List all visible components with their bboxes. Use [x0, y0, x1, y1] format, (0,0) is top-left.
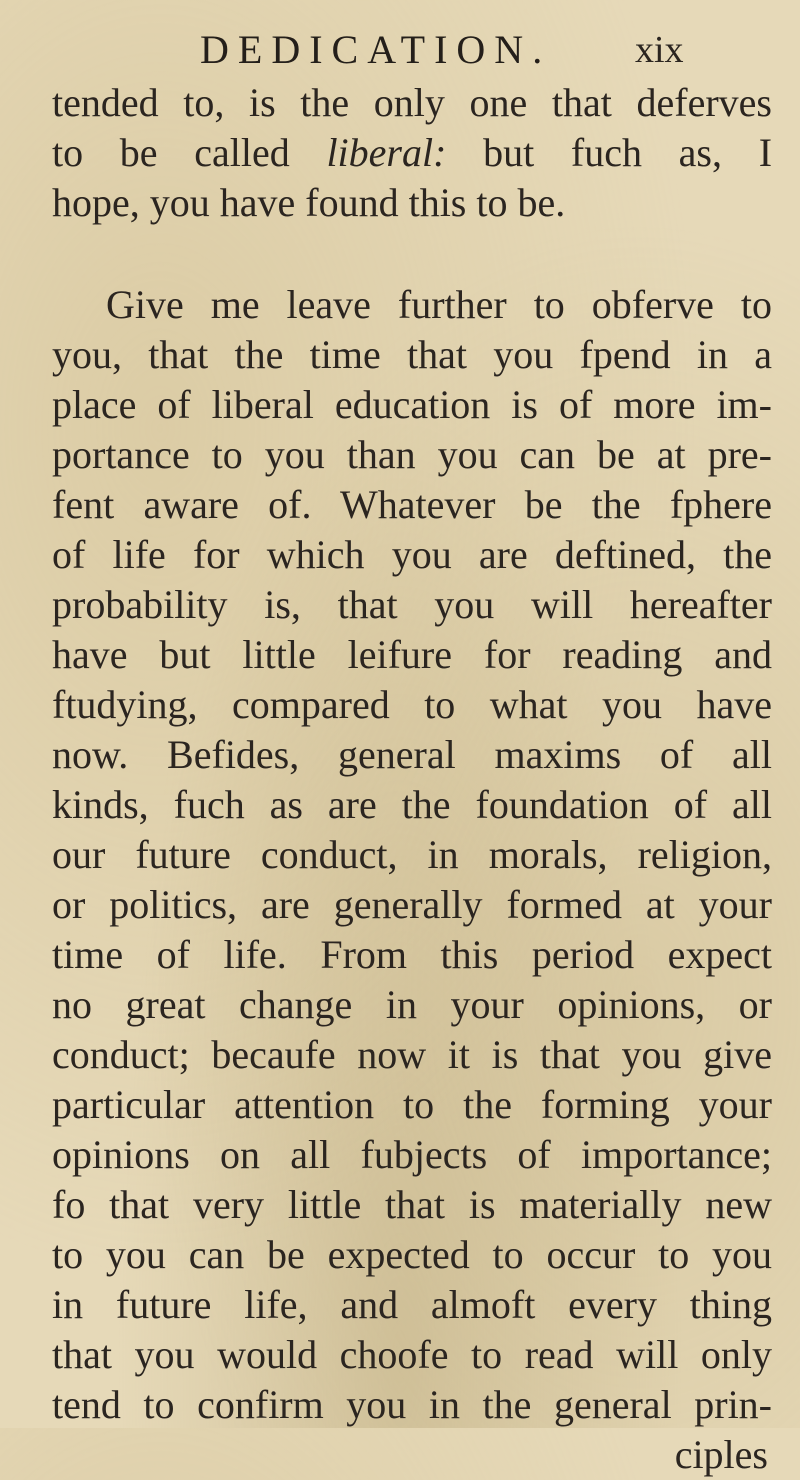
page-number: xix	[635, 29, 684, 71]
text-line: you, that the time that you fpend in a	[52, 332, 772, 377]
text-line: probability is, that you will hereafter	[52, 582, 772, 627]
text-line: time of life. From this period expect	[52, 932, 772, 977]
text-line: kinds, fuch as are the foundation of all	[52, 782, 772, 827]
text-line: in future life, and almoft every thing	[52, 1282, 772, 1327]
text-line: have but little leifure for reading and	[52, 632, 772, 677]
catchword: ciples	[674, 1432, 768, 1477]
text-line: fo that very little that is materially new	[52, 1182, 772, 1227]
text-line-part: to be called	[52, 130, 327, 175]
text-line: opinions on all fubjects of importance;	[52, 1132, 772, 1177]
text-line: particular attention to the forming your	[52, 1082, 772, 1127]
text-line: now. Befides, general maxims of all	[52, 732, 772, 777]
text-line-part: but fuch as, I	[446, 130, 773, 175]
text-line: hope, you have found this to be.	[52, 180, 566, 225]
text-line: place of liberal education is of more im-	[52, 382, 772, 427]
running-head-title: DEDICATION.	[200, 27, 552, 72]
text-line: fent aware of. Whatever be the fphere	[52, 482, 772, 527]
text-line	[52, 128, 772, 178]
text-line: tend to confirm you in the general prin-	[52, 1382, 772, 1427]
text-line: our future conduct, in morals, religion,	[52, 832, 772, 877]
text-line: tended to, is the only one that deferves	[52, 80, 772, 125]
text-line: no great change in your opinions, or	[52, 982, 772, 1027]
text-line: conduct; becaufe now it is that you give	[52, 1032, 772, 1077]
text-line: ftudying, compared to what you have	[52, 682, 772, 727]
text-line: or politics, are generally formed at your	[52, 882, 772, 927]
text-line: portance to you than you can be at pre-	[52, 432, 772, 477]
running-head	[0, 28, 800, 72]
text-line: Give me leave further to obferve to	[106, 282, 772, 327]
text-line: of life for which you are deftined, the	[52, 532, 772, 577]
emphasis-liberal: liberal:	[326, 130, 447, 175]
body-text	[52, 78, 772, 1480]
paragraph-gap	[52, 228, 772, 280]
text-line: that you would choofe to read will only	[52, 1332, 772, 1377]
text-line: to you can be expected to occur to you	[52, 1232, 772, 1277]
